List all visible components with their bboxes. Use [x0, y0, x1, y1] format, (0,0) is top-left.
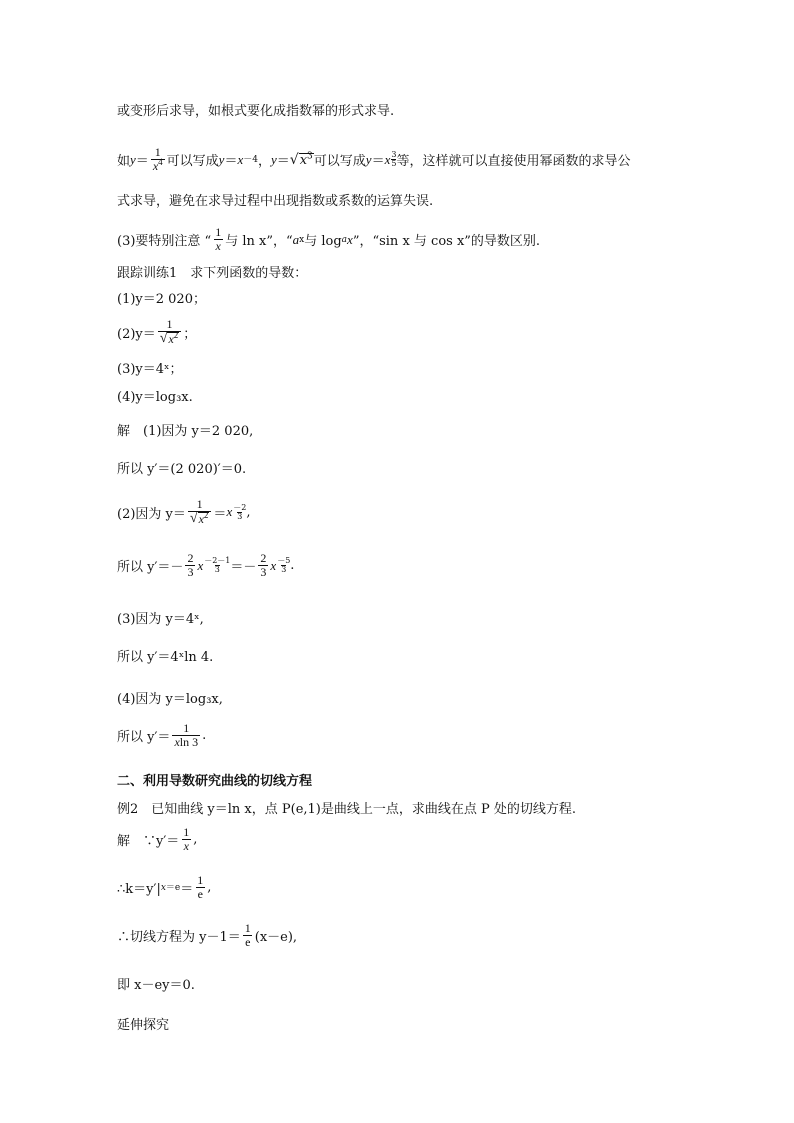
text-line: (3)因为 y＝4ˣ, — [117, 612, 204, 627]
text-line: (2)因为 y＝ 1 √ $x^2$ ＝ x －2 3 , — [117, 497, 251, 526]
text-line: 所以 y′＝(2 020)′＝0. — [117, 462, 247, 477]
text-line: 所以 y′＝4ˣln 4. — [117, 650, 214, 665]
text-line: 解 (1)因为 y＝2 020, — [117, 424, 254, 439]
example-line: 例2 已知曲线 y＝ln x，点 P(e,1)是曲线上一点，求曲线在点 P 处的切线方程. — [117, 802, 577, 817]
section-heading: 二、利用导数研究曲线的切线方程 — [117, 774, 313, 789]
text-line: (4)y＝log₃x. — [117, 390, 193, 405]
text-line: (1)y＝2 020； — [117, 292, 206, 307]
text-line: 式求导，避免在求导过程中出现指数或系数的运算失误. — [117, 194, 434, 209]
text-line: 即 x－ey＝0. — [117, 978, 195, 993]
text-line: (4)因为 y＝log₃x, — [117, 692, 223, 707]
text-line: 延伸探究 — [117, 1018, 170, 1033]
exercise-heading: 跟踪训练1 求下列函数的导数： — [117, 266, 308, 281]
text-line: 解 ∵y′＝ $\frac{1}{x}$ , — [117, 825, 198, 853]
text-line: 所以 y′＝－ $\frac{2}{3}$ x －2－1 3 ＝－ $\frac{2}{3}$ x －5 3 . — [117, 551, 295, 579]
text-line: 所以 y′＝ $\frac{1}{xln 3}$ . — [117, 721, 207, 749]
formula-radical: √ $x^3$ — [289, 151, 313, 168]
formula-exponent: 3 5 — [391, 150, 397, 168]
text-line: (3)y＝4ˣ； — [117, 362, 183, 377]
text-line: ∴k＝y′| x＝e ＝ $\frac{1}{e}$ , — [117, 873, 212, 901]
text-line: ∴切线方程为 y－1＝ $\frac{1}{e}$ (x－e), — [117, 921, 298, 949]
formula-fraction: $\frac{1}{x^4}$ — [152, 145, 163, 173]
text-line: 或变形后求导，如根式要化成指数幂的形式求导. — [117, 104, 395, 119]
text-line-note: (3)要特别注意 “ $\frac{1}{x}$ 与 ln x”，“ a x 与 log a x ”，“sin x 与 cos x”的导数区别. — [117, 225, 541, 253]
text-line: (2)y＝ 1 √ $x^2$ ； — [117, 317, 197, 346]
text-line-power-rewrite: 如 y ＝ $\frac{1}{x^4}$ 可以写成 y ＝ x －4 ， y ＝ √ $x^3$ 可以写成 y ＝ x 3 5 等，这样就可以直接使用幂函数的求导公 — [117, 145, 631, 173]
